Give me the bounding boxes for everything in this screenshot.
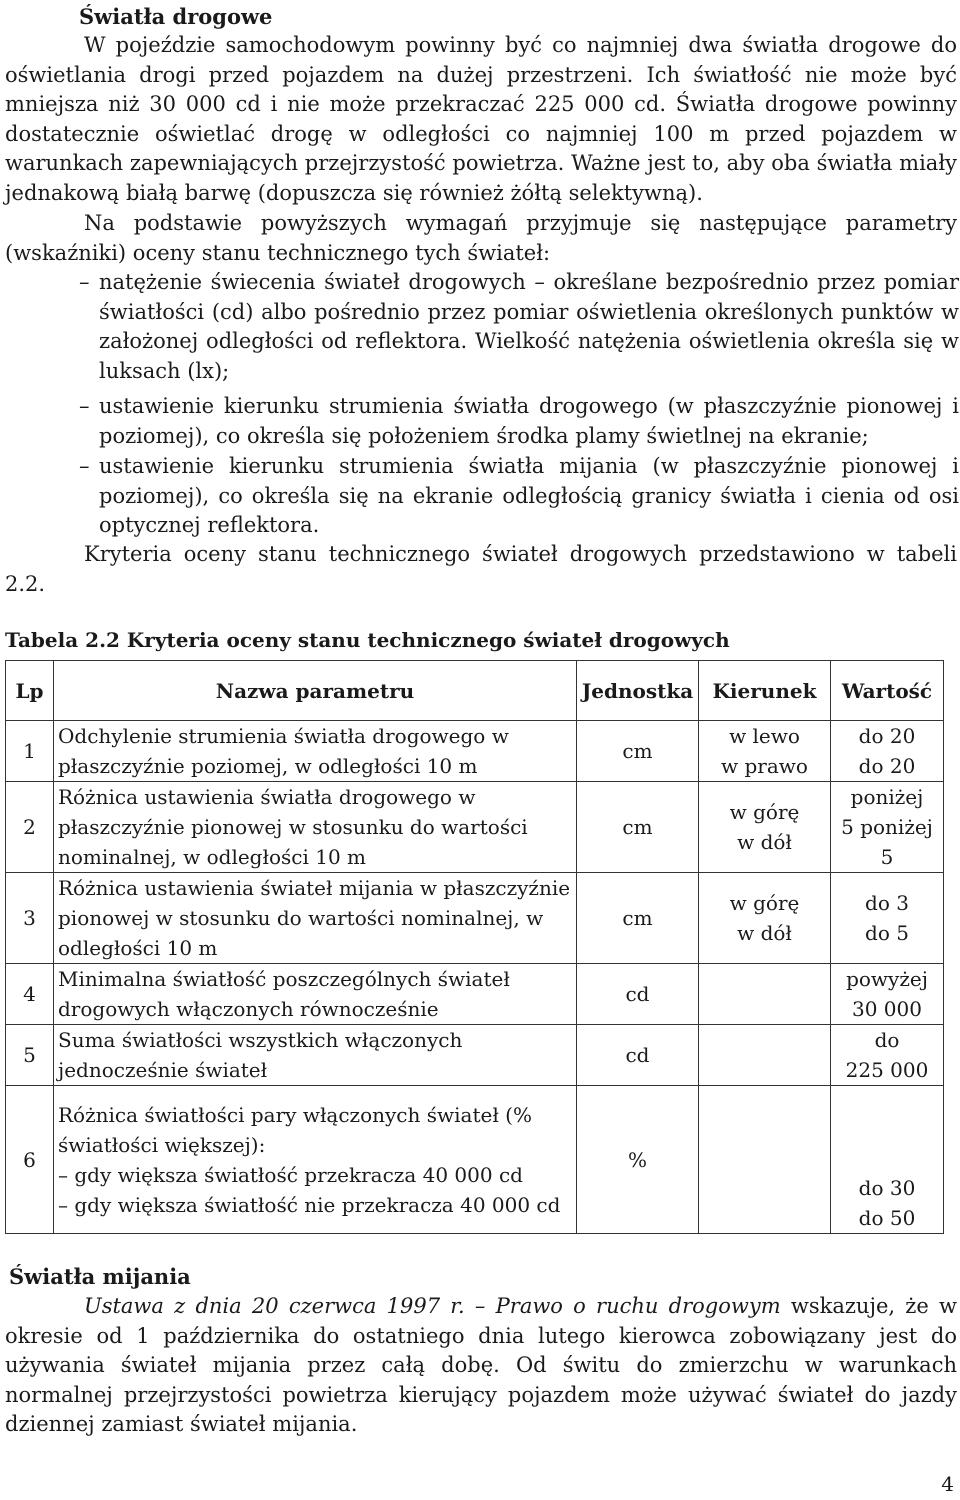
cell-direction (699, 964, 831, 1025)
cell-lp: 6 (6, 1086, 54, 1234)
cell-value: do 225 000 (831, 1025, 944, 1086)
bullet-item-3 (79, 452, 959, 542)
cell-name-sub-2: – gdy większa światłość nie przekracza 40 000 cd (58, 1192, 561, 1217)
bullet-text-2: ustawienie kierunku strumienia światła drogowego (w płaszczyźnie pionowej i poziomej), co określa się położeniem środka plamy świetlnej na ekranie; (99, 394, 959, 448)
cell-unit: cd (577, 1025, 699, 1086)
cell-value: do 3 do 5 (831, 873, 944, 964)
table-caption: Tabela 2.2 Kryteria oceny stanu technicznego świateł drogowych (5, 628, 730, 652)
table-row (6, 1086, 944, 1234)
cell-value: do 20 do 20 (831, 721, 944, 782)
bullet-item-1 (79, 268, 959, 383)
paragraph-mijania-text: wskazuje, że w okresie od 1 października do ostatniego dnia lutego kierowca zobowiązany jest do używania świateł mijania przez całą dobę. Od świtu do zmierzchu w warunkach normalnej przejrzystości powietrza kierujący pojazdem może używać świateł do jazdy dziennej zamiast świateł mijania. (5, 1294, 957, 1436)
table-row (6, 721, 944, 782)
cell-name: Różnica ustawienia świateł mijania w płaszczyźnie pionowej w stosunku do wartości nominalnej, w odległości 10 m (54, 873, 577, 964)
header-name: Nazwa parametru (54, 661, 577, 721)
criteria-table (5, 660, 944, 1234)
dash-marker: – (79, 394, 90, 418)
page-number: 4 (941, 1472, 954, 1496)
cell-direction: w lewo w prawo (699, 721, 831, 782)
cell-unit: % (577, 1086, 699, 1234)
cell-unit: cm (577, 873, 699, 964)
header-value: Wartość (831, 661, 944, 721)
bullet-text-3: ustawienie kierunku strumienia światła mijania (w płaszczyźnie pionowej i poziomej), co określa się na ekranie odległością granicy światła i cienia od osi optycznej reflektora. (99, 454, 959, 537)
cell-name-main: Różnica światłości pary włączonych świateł (% światłości większej): (58, 1102, 532, 1157)
cell-name: Suma światłości wszystkich włączonych jednocześnie świateł (54, 1025, 577, 1086)
paragraph-mijania (5, 1292, 957, 1440)
bullet-text-1: natężenie świecenia świateł drogowych – określane bezpośrednio przez pomiar światłości (cd) albo pośrednio przez pomiar oświetlenia określonych punktów w założonej odległości od reflektora. Wielkość natężenia oświetlenia określa się w luksach (lx); (99, 270, 959, 383)
cell-value: powyżej 30 000 (831, 964, 944, 1025)
dash-marker: – (79, 270, 90, 294)
paragraph-parameters: Na podstawie powyższych wymagań przyjmuje się następujące parametry (wskaźniki) oceny stanu technicznego tych świateł: (5, 211, 957, 265)
table-row (6, 782, 944, 873)
heading-swiatla-mijania: Światła mijania (9, 1264, 191, 1289)
cell-lp: 3 (6, 873, 54, 964)
cell-lp: 4 (6, 964, 54, 1025)
cell-direction: w górę w dół (699, 873, 831, 964)
cell-value: poniżej 5 poniżej 5 (831, 782, 944, 873)
cell-value: do 30 do 50 (831, 1086, 944, 1234)
heading-swiatla-drogowe: Światła drogowe (79, 4, 273, 29)
table-row (6, 964, 944, 1025)
cell-name: Różnica ustawienia światła drogowego w płaszczyźnie pionowej w stosunku do wartości nominalnej, w odległości 10 m (54, 782, 577, 873)
cell-unit: cm (577, 782, 699, 873)
cell-name-sub-1: – gdy większa światłość przekracza 40 000 cd (58, 1162, 523, 1187)
cell-lp: 1 (6, 721, 54, 782)
header-unit: Jednostka (577, 661, 699, 721)
header-direction: Kierunek (699, 661, 831, 721)
paragraph-table-reference: Kryteria oceny stanu technicznego świateł drogowych przedstawiono w tabeli 2.2. (5, 542, 957, 596)
cell-lp: 5 (6, 1025, 54, 1086)
law-reference: Ustawa z dnia 20 czerwca 1997 r. – Prawo o ruchu drogowym (84, 1294, 781, 1318)
table-row (6, 1025, 944, 1086)
cell-name: Odchylenie strumienia światła drogowego w płaszczyźnie poziomej, w odległości 10 m (54, 721, 577, 782)
paragraph-intro: W pojeździe samochodowym powinny być co najmniej dwa światła drogowe do oświetlania drogi przed pojazdem na dużej przestrzeni. Ich światłość nie może być mniejsza niż 30 000 cd i nie może przekraczać 225 000 cd. Światła drogowe powinny dostatecznie oświetlać drogę w odległości co najmniej 100 m przed pojazdem w warunkach zapewniających przejrzystość powietrza. Ważne jest to, aby oba światła miały jednakową białą barwę (dopuszcza się również żółtą selektywną). (5, 33, 957, 205)
cell-name (54, 1086, 577, 1234)
cell-unit: cd (577, 964, 699, 1025)
cell-direction: w górę w dół (699, 782, 831, 873)
cell-name: Minimalna światłość poszczególnych świateł drogowych włączonych równocześnie (54, 964, 577, 1025)
cell-unit: cm (577, 721, 699, 782)
header-lp: Lp (6, 661, 54, 721)
table-row (6, 873, 944, 964)
bullet-item-2 (79, 392, 959, 452)
table-header-row (6, 661, 944, 721)
dash-marker: – (79, 454, 90, 478)
cell-direction (699, 1025, 831, 1086)
cell-lp: 2 (6, 782, 54, 873)
cell-direction (699, 1086, 831, 1234)
